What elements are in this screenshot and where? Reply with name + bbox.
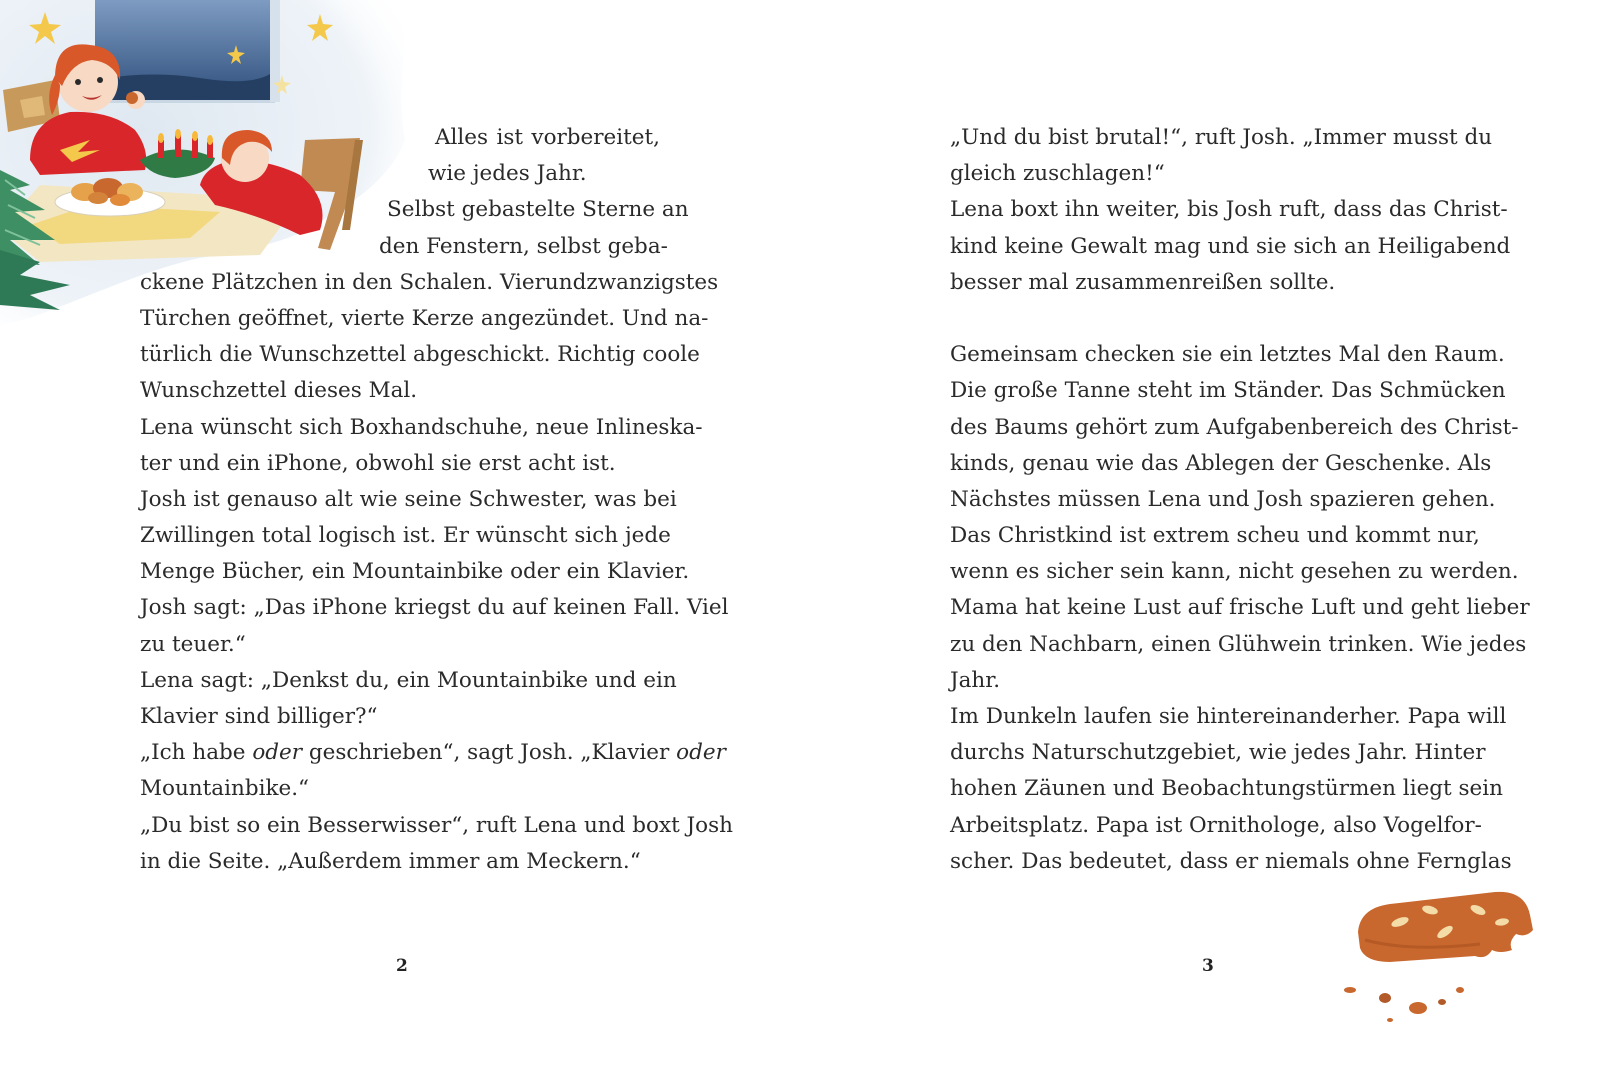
page-number: 3 xyxy=(1202,956,1214,976)
emphasis: oder xyxy=(676,740,726,766)
text-line: durchs Naturschutzgebiet, wie jedes Jahr. Hinter xyxy=(950,740,1486,766)
left-page-text xyxy=(140,120,733,880)
text-line: Jahr. xyxy=(950,667,1001,693)
text-line: zu den Nachbarn, einen Glühwein trinken. Wie jedes xyxy=(950,631,1527,657)
text-line: türlich die Wunschzettel abgeschickt. Richtig coole xyxy=(140,342,700,368)
text-line: wenn es sicher sein kann, nicht gesehen zu werden. xyxy=(950,559,1519,585)
text-line: Klavier sind billiger?“ xyxy=(140,704,378,729)
text-line: hohen Zäunen und Beobachtungstürmen liegt sein xyxy=(950,776,1504,802)
text-line: scher. Das bedeutet, dass er niemals ohne Fernglas xyxy=(950,848,1512,874)
text-line xyxy=(140,735,726,771)
text-line: Arbeitsplatz. Papa ist Ornithologe, also Vogelfor- xyxy=(950,812,1482,838)
text-line: Lena sagt: „Denkst du, ein Mountainbike und ein xyxy=(140,667,677,693)
text-line: Das Christkind ist extrem scheu und kommt nur, xyxy=(950,523,1480,549)
text-line: Mountainbike.“ xyxy=(140,776,310,802)
text-line: wie jedes Jahr. xyxy=(428,161,587,187)
page-number: 2 xyxy=(396,956,408,976)
text-line: Die große Tanne steht im Ständer. Das Schmücken xyxy=(950,378,1506,404)
text-line: gleich zuschlagen!“ xyxy=(950,161,1165,187)
text-line: Mama hat keine Lust auf frische Luft und geht lieber xyxy=(950,595,1530,621)
text-line: Türchen geöffnet, vierte Kerze angezündet. Und na- xyxy=(140,305,709,331)
blank-line xyxy=(950,301,1473,337)
text-line: Nächstes müssen Lena und Josh spazieren gehen. xyxy=(950,486,1496,512)
text-line: Wunschzettel dieses Mal. xyxy=(140,378,418,404)
text-line: Josh ist genauso alt wie seine Schwester, was bei xyxy=(140,486,677,512)
text-line: ckene Plätzchen in den Schalen. Vierundzwanzigstes xyxy=(140,269,719,295)
text-line: Alles ist vorbereitet, xyxy=(435,125,660,150)
text-line: den Fenstern, selbst geba- xyxy=(379,233,668,259)
text-line: Lena wünscht sich Boxhandschuhe, neue Inlineska- xyxy=(140,414,703,440)
right-page-text xyxy=(950,120,1530,880)
text-line: kind keine Gewalt mag und sie sich an Heiligabend xyxy=(950,233,1511,259)
text-line: ter und ein iPhone, obwohl sie erst acht ist. xyxy=(140,450,616,476)
text-line: zu teuer.“ xyxy=(140,631,246,657)
cookie-illustration xyxy=(1330,880,1560,1030)
text-line: Gemeinsam checken sie ein letztes Mal den Raum. xyxy=(950,342,1505,368)
text-line: Josh sagt: „Das iPhone kriegst du auf keinen Fall. Viel xyxy=(140,595,729,621)
text-line: des Baums gehört zum Aufgabenbereich des Christ- xyxy=(950,414,1519,440)
text-line: Menge Bücher, ein Mountainbike oder ein Klavier. xyxy=(140,559,690,585)
text-line: Selbst gebastelte Sterne an xyxy=(387,197,689,223)
text-line: Im Dunkeln laufen sie hintereinanderher. Papa will xyxy=(950,704,1507,729)
text-line: „Du bist so ein Besserwisser“, ruft Lena und boxt Josh xyxy=(140,812,733,838)
text-segment: „Ich habe xyxy=(140,740,253,766)
text-line: besser mal zusammenreißen sollte. xyxy=(950,269,1336,295)
right-page xyxy=(800,0,1600,1084)
text-line: Lena boxt ihn weiter, bis Josh ruft, dass das Christ- xyxy=(950,197,1508,223)
text-line: „Und du bist brutal!“, ruft Josh. „Immer musst du xyxy=(950,125,1493,150)
text-line: in die Seite. „Außerdem immer am Meckern.“ xyxy=(140,848,641,874)
text-line: Zwillingen total logisch ist. Er wünscht sich jede xyxy=(140,523,671,549)
text-segment: geschrieben“, sagt Josh. „Klavier xyxy=(302,740,677,766)
emphasis: oder xyxy=(252,740,303,766)
text-line: kinds, genau wie das Ablegen der Geschenke. Als xyxy=(950,450,1492,476)
